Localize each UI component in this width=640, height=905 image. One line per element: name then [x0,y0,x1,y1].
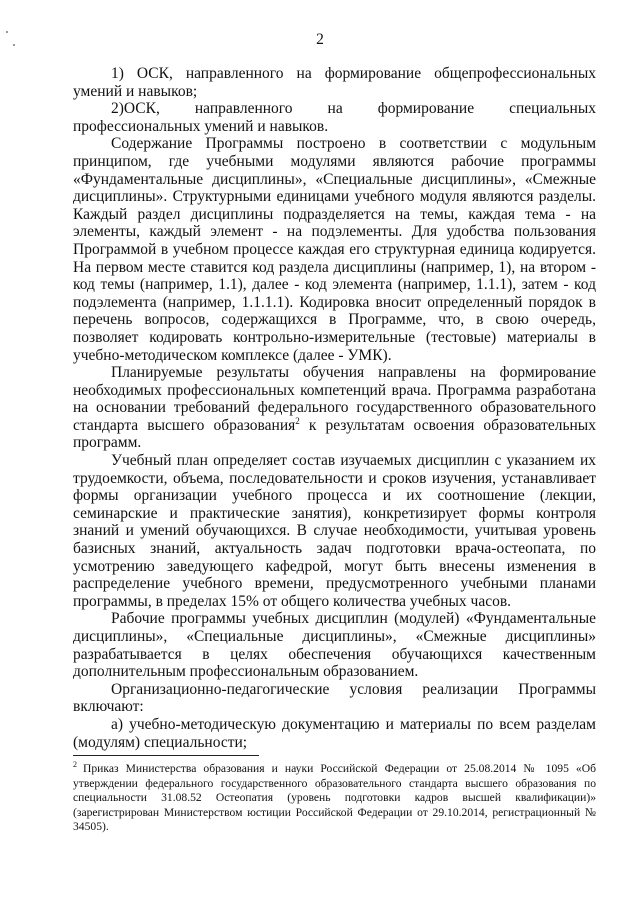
footnote-text: Приказ Министерства образования и науки Российской Федерации от 25.08.2014 № 1095 «Об утверждении федерального государственного образовательного стандарта высшего образования по специальности 31.08.52 Остеопатия (уровень подготовки кадров высшей квалификации)» (зарегистрирован Министерством юстиции Российской Федерации от 29.10.2014, регистрационный № 34505). [73,762,596,834]
paragraph-organizational-conditions: Организационно-педагогические условия реализации Программы включают: [73,680,596,716]
paragraph-osk-general: 1) ОСК, направленного на формирование общепрофессиональных умений и навыков; [73,65,596,100]
paragraph-planned-results [73,364,596,452]
paragraph-list-item-a: а) учебно-методическую документацию и материалы по всем разделам (модулям) специальности; [73,715,596,751]
scan-speck [13,44,15,46]
footnote-separator [73,755,259,756]
planned-results-text-end: к результатам освоения образовательных программ. [73,416,596,452]
paragraph-program-content: Содержание Программы построено в соответствии с модульным принципом, где учебными модулями являются рабочие программы «Фундаментальные дисциплины», «Специальные дисциплины», «Смежные дисциплины». Структурными единицами учебного модуля являются разделы. Каждый раздел дисциплины подразделяется на темы, каждая тема - на элементы, каждый элемент - на подэлементы. Для удобства пользования Программой в учебном процессе каждая его структурная единица кодируется. На первом месте ставится код раздела дисциплины (например, 1), на втором - код темы (например, 1.1), далее - код элемента (например, 1.1.1), затем - код подэлемента (например, 1.1.1.1). Кодировка вносит определенный порядок в перечень вопросов, содержащихся в Программе, что, в свою очередь, позволяет кодировать контрольно-измерительные (тестовые) материалы в учебно-методическом комплексе (далее - УМК). [73,135,596,364]
planned-results-text: Планируемые результаты обучения направлены на формирование необходимых профессиональных компетенций врача. Программа разработана на основании требований федерального государственного образовательного стандарта высшего образования [73,364,596,434]
scan-speck [6,31,8,33]
paragraph-work-programs: Рабочие программы учебных дисциплин (модулей) «Фундаментальные дисциплины», «Специальные дисциплины», «Смежные дисциплины» разрабатывается в целях обеспечения обучающихся качественным дополнительным профессиональным образованием. [73,610,596,681]
document-body [73,65,596,751]
paragraph-curriculum: Учебный план определяет состав изучаемых дисциплин с указанием их трудоемкости, объема, последовательности и сроков изучения, устанавливает формы организации учебного процесса и их соотношение (лекции, семинарские и практические занятия), конкретизирует формы контроля знаний и умений обучающихся. В случае необходимости, учитывая уровень базисных знаний, актуальность задач подготовки врача-остеопата, по усмотрению заведующего кафедрой, могут быть внесены изменения в распределение учебного времени, предусмотренного учебными планами программы, в пределах 15% от общего количества учебных часов. [73,452,596,610]
paragraph-osk-special: 2)ОСК, направленного на формирование специальных профессиональных умений и навыков. [73,100,596,135]
footnote-mark: 2 [73,760,77,770]
footnote [73,762,596,835]
footnote-reference: 2 [295,415,300,426]
page-number: 2 [316,31,324,48]
